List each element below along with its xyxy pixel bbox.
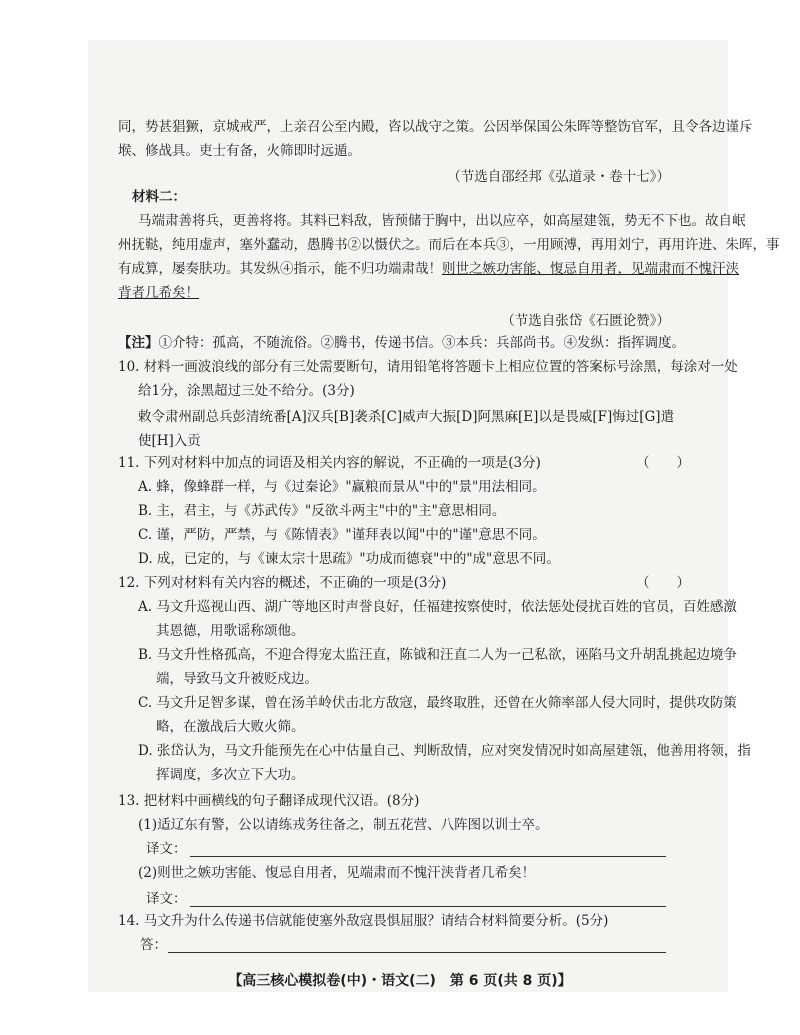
note-text: ①介特：孤高，不随流俗。②腾书，传递书信。③本兵：兵部尚书。④发纵：指挥调度。 xyxy=(158,335,685,351)
sentence-2: (2)则世之嫉功害能、愎忌自用者，见端肃而不愧汗浃背者几希矣！ xyxy=(138,865,536,881)
option-c: C. 马文升足智多谋，曾在汤羊岭伏击北方敌寇，最终取胜，还曾在火筛率部人侵大同时，提供攻防策 xyxy=(138,695,737,711)
question-11-stem: 11. 下列对材料中加点的词语及相关内容的解说，不正确的一项是(3分) xyxy=(118,455,541,471)
question-13-stem: 13. 把材料中画横线的句子翻译成现代汉语。(8分) xyxy=(118,793,420,809)
option-a: A. 蜂，像蜂群一样，与《过秦论》"赢粮而景从"中的"景"用法相同。 xyxy=(138,479,546,495)
option-d-cont: 挥调度，多次立下大功。 xyxy=(156,767,305,783)
answer-line[interactable] xyxy=(168,952,666,953)
answer-line[interactable] xyxy=(190,856,666,857)
question-12-stem: 12. 下列对材料有关内容的概述，不正确的一项是(3分) xyxy=(118,575,447,591)
option-b: B. 主，君主，与《苏武传》"反欲斗两主"中的"主"意思相同。 xyxy=(138,503,506,519)
question-14-stem: 14. 马文升为什么传递书信就能使塞外敌寇畏惧屈服？请结合材料简要分析。(5分) xyxy=(118,913,609,929)
material-one-line: 同，势甚猖獗，京城戒严，上亲召公至内殿，咨以战守之策。公因举保国公朱晖等整饬官军，且令各边谨斥 xyxy=(118,119,753,135)
sentence-1: (1)适辽东有警，公以请练戎务往备之，制五花营、八阵图以训士卒。 xyxy=(138,817,549,833)
material-two-line: 州抚鞑，纯用虚声，塞外蠢动，愚腾书②以慑伏之。而后在本兵③，一用顾溥，再用刘宁，再用许进、朱晖，事 xyxy=(118,237,780,253)
material-two-line xyxy=(118,284,678,302)
question-10-stem: 给1分，涂黑超过三处不给分。(3分) xyxy=(138,383,355,399)
question-10-stem: 10. 材料一画波浪线的部分有三处需要断句，请用铅笔将答题卡上相应位置的答案标号涂黑，每涂对一处 xyxy=(118,359,738,375)
material-two-heading: 材料二： xyxy=(132,189,186,205)
material-one-source: （节选自邵经邦《弘道录・卷十七》） xyxy=(447,169,670,185)
option-d: D. 张岱认为，马文升能预先在心中估量自己、判断敌情，应对突发情况时如高屋建瓴，他善用将领，指 xyxy=(138,743,751,759)
answer-paren: （ ） xyxy=(636,455,690,471)
option-a-cont: 其恩德，用歌谣称颂他。 xyxy=(156,623,305,639)
annotation-note xyxy=(118,334,685,352)
option-b: B. 马文升性格孤高，不迎合得宠太监汪直，陈钺和汪直二人为一己私欲，诬陷马文升胡乱挑起边境争 xyxy=(138,647,738,663)
question-10-text: 敕令肃州副总兵彭清统番[A]汉兵[B]袭杀[C]威声大振[D]阿黑麻[E]以是畏威[F]悔过[G]遣 xyxy=(138,409,675,425)
answer-line[interactable] xyxy=(190,906,666,907)
material-two-line: 马端肃善将兵，更善将将。其料已料敌，皆预储于胸中，出以应卒，如高屋建瓴，势无不下也。故自岷 xyxy=(138,213,746,229)
material-two-text: 有成算，屡奏肤功。其发纵④指示，能不归功端肃哉！ xyxy=(118,261,442,277)
option-a: A. 马文升巡视山西、湖广等地区时声誉良好，任福建按察使时，依法惩处侵扰百姓的官员，百姓感激 xyxy=(138,599,737,615)
translation-label: 译文： xyxy=(146,841,187,857)
translation-label: 译文： xyxy=(146,891,187,907)
option-c-cont: 略，在激战后大败火筛。 xyxy=(156,719,305,735)
option-c: C. 谨，严防，严禁，与《陈情表》"谨拜表以闻"中的"谨"意思不同。 xyxy=(138,527,546,543)
underlined-sentence: 则世之嫉功害能、愎忌自用者，见端肃而不愧汗浃 xyxy=(442,261,739,277)
answer-label: 答： xyxy=(140,937,167,953)
material-one-line: 堠、修战具。吏士有备，火筛即时远遁。 xyxy=(118,143,361,159)
page-footer: 【高三核心模拟卷(中)・语文(二) 第 6 页(共 8 页)】 xyxy=(228,973,572,989)
underlined-sentence: 背者几希矣！ xyxy=(118,285,199,301)
question-10-text: 使[H]入贡 xyxy=(138,433,201,449)
option-b-cont: 端，导致马文升被贬戍边。 xyxy=(156,671,318,687)
material-two-line xyxy=(118,260,739,278)
note-label: 【注】 xyxy=(118,335,159,351)
option-d: D. 成，已定的，与《谏太宗十思疏》"功成而德衰"中的"成"意思不同。 xyxy=(138,551,560,567)
material-two-source: （节选自张岱《石匮论赞》） xyxy=(501,313,670,329)
answer-paren: （ ） xyxy=(636,575,690,591)
